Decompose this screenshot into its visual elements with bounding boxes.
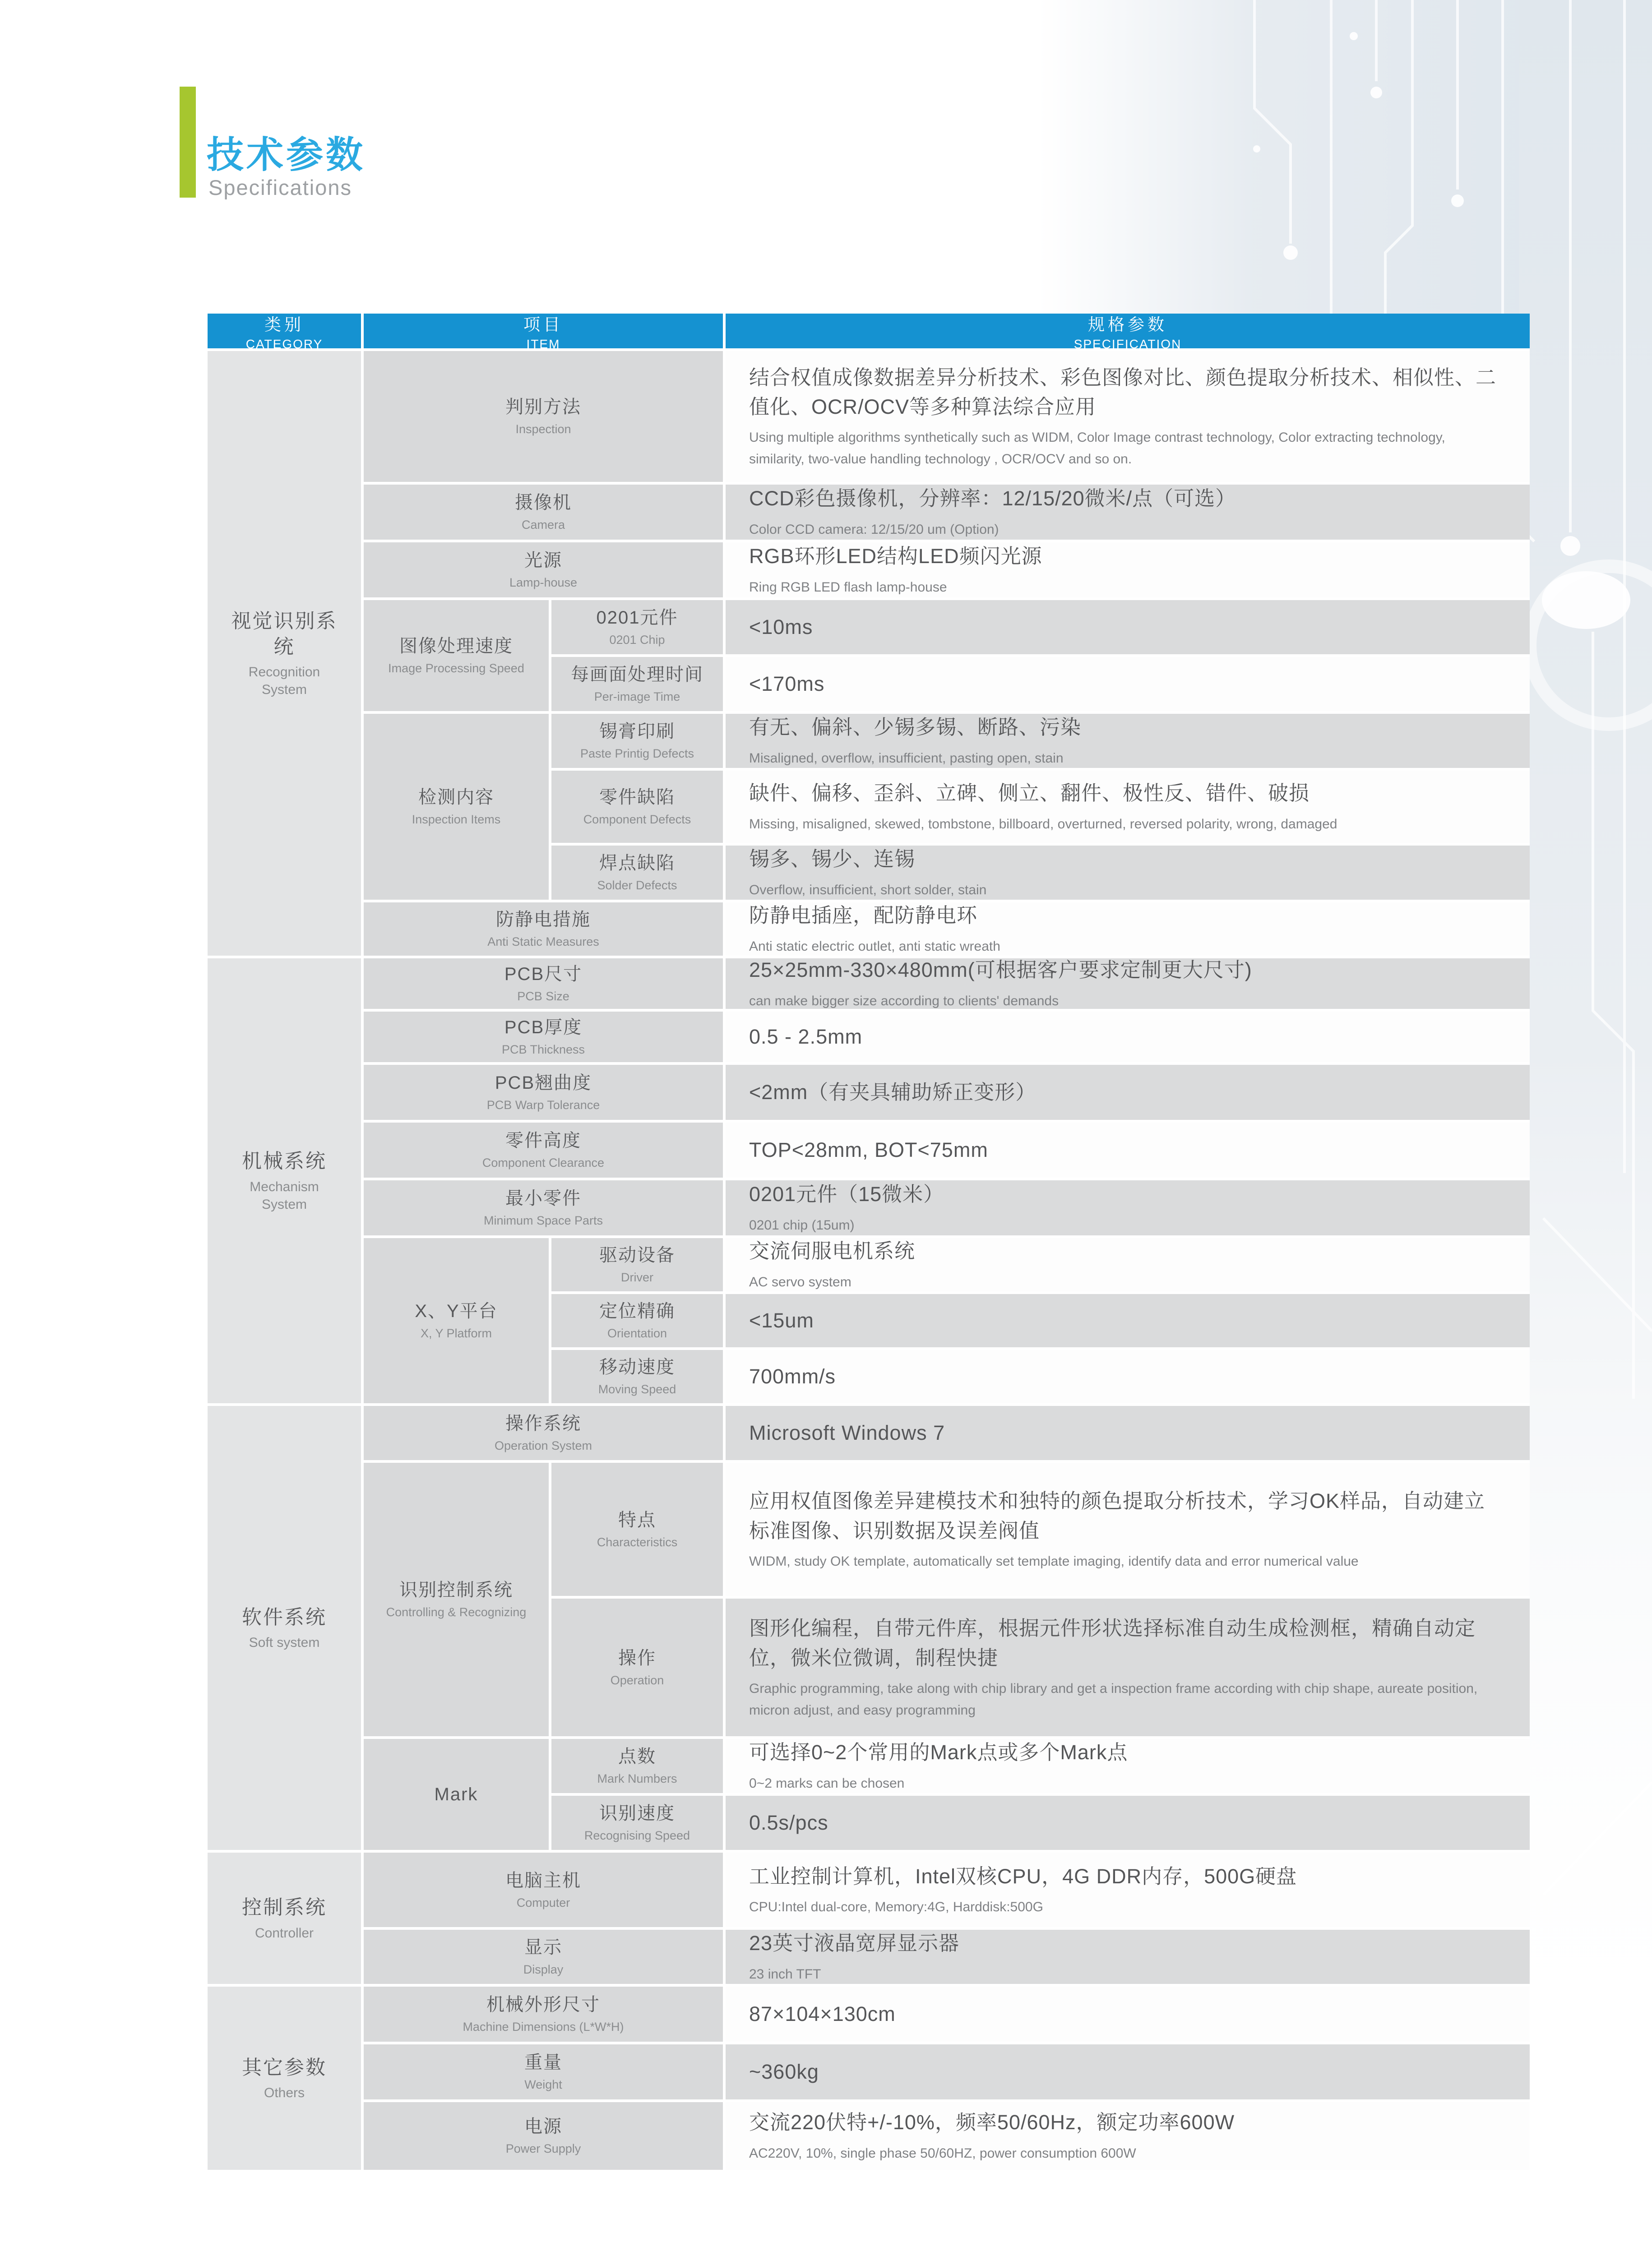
spec-value-en: Graphic programming, take along with chip library and get a inspection frame according with chip shape, aureate position, micron adjust, and easy programming	[749, 1681, 1478, 1718]
spec-value-cn: ~360kg	[749, 2060, 819, 2084]
spec-value-cn: 结合权值成像数据差异分析技术、彩色图像对比、颜色提取分析技术、相似性、二值化、OCR/OCV等多种算法综合应用	[749, 365, 1497, 418]
category-label-en: Recognition System	[248, 665, 320, 698]
item-cell	[364, 1853, 723, 1927]
spec-value-cn: 23英寸液晶宽屏显示器	[749, 1932, 960, 1955]
header-category-en: CATEGORY	[245, 337, 323, 351]
spec-value-en: CPU:Intel dual-core, Memory:4G, Harddisk:500G	[749, 1900, 1043, 1915]
header-specification-en: SPECIFICATION	[1074, 337, 1182, 351]
item-label-en: Characteristics	[597, 1535, 678, 1549]
item-cell	[364, 1123, 723, 1178]
item-group-cell	[364, 600, 549, 711]
spec-cell	[726, 1238, 1530, 1291]
spec-value-en: 23 inch TFT	[749, 1966, 821, 1982]
spec-value-cn: TOP<28mm, BOT<75mm	[749, 1138, 988, 1162]
spec-value-en: Using multiple algorithms synthetically such as WIDM, Color Image contrast technology, Color extracting technology, similarity, two-value handling technology , OCR/OCV and so on.	[749, 430, 1445, 467]
spec-cell	[726, 1180, 1530, 1235]
spec-value-en: AC servo system	[749, 1274, 851, 1290]
item-label-en: Power Supply	[505, 2142, 581, 2156]
item-label-en: Component Defects	[583, 813, 691, 827]
category-cell	[208, 958, 361, 1403]
spec-cell	[726, 2044, 1530, 2099]
item-label-cn: 移动速度	[599, 1357, 675, 1378]
header-category	[208, 314, 361, 351]
header-specification-cn: 规格参数	[1088, 315, 1167, 334]
item-label-en: Camera	[521, 518, 565, 532]
item-label-cn: 点数	[618, 1747, 656, 1767]
category-label-cn: 机械系统	[242, 1150, 327, 1173]
spec-cell	[726, 600, 1530, 654]
item-group-cell	[364, 1238, 549, 1403]
spec-cell	[726, 485, 1530, 540]
spec-cell	[726, 902, 1530, 956]
header-item-cn: 项目	[523, 315, 563, 334]
category-cell	[208, 1987, 361, 2170]
spec-value-en: Ring RGB LED flash lamp-house	[749, 579, 947, 595]
spec-cell	[726, 771, 1530, 843]
category-cell	[208, 1853, 361, 1984]
item-label-en: Solder Defects	[597, 878, 677, 892]
spec-cell	[726, 1599, 1530, 1736]
spec-value-en: WIDM, study OK template, automatically set template imaging, identify data and error numerical value	[749, 1553, 1359, 1569]
item-label-cn: 0201元件	[596, 608, 678, 628]
item-label-en: Inspection	[515, 422, 571, 436]
spec-value-cn: 交流伺服电机系统	[749, 1239, 916, 1263]
spec-value-cn: 有无、偏斜、少锡多锡、断路、污染	[749, 716, 1082, 739]
spec-value-cn: 锡多、锡少、连锡	[749, 847, 916, 871]
item-group-label-en: X, Y Platform	[420, 1327, 492, 1341]
spec-cell	[726, 958, 1530, 1009]
category-label-cn: 视觉识别系统	[231, 610, 338, 658]
spec-value-cn: <10ms	[749, 615, 813, 639]
spec-cell	[726, 657, 1530, 711]
category-label-en: Others	[264, 2085, 305, 2101]
spec-cell	[726, 714, 1530, 768]
item-cell	[364, 542, 723, 597]
spec-cell	[726, 1294, 1530, 1347]
sub-item-cell	[551, 1739, 723, 1793]
item-label-cn: 零件高度	[505, 1131, 581, 1151]
item-label-en: Machine Dimensions (L*W*H)	[463, 2020, 624, 2034]
item-label-cn: PCB翘曲度	[495, 1073, 592, 1093]
item-label-en: Moving Speed	[598, 1382, 676, 1396]
item-label-en: Minimum Space Parts	[483, 1214, 603, 1228]
sub-item-cell	[551, 1238, 723, 1291]
sub-item-cell	[551, 714, 723, 768]
item-group-label-cn: 图像处理速度	[399, 636, 513, 656]
spec-value-cn: 0201元件（15微米）	[749, 1183, 944, 1206]
item-label-en: Operation System	[494, 1439, 592, 1453]
item-label-cn: 光源	[524, 550, 562, 571]
category-label-en: Mechanism System	[250, 1179, 319, 1212]
spec-value-cn: Microsoft Windows 7	[749, 1421, 945, 1445]
item-group-label-en: Image Processing Speed	[388, 661, 524, 675]
item-cell	[364, 1987, 723, 2042]
item-label-en: Anti Static Measures	[487, 935, 599, 949]
sub-item-cell	[551, 1350, 723, 1403]
item-group-cell	[364, 714, 549, 900]
item-cell	[364, 1930, 723, 1984]
header-category-cn: 类别	[264, 315, 304, 334]
spec-value-cn: 工业控制计算机，Intel双核CPU，4G DDR内存，500G硬盘	[749, 1864, 1297, 1888]
item-label-en: Computer	[516, 1895, 570, 1909]
item-label-cn: 电源	[524, 2117, 562, 2137]
spec-value-cn: <15um	[749, 1309, 814, 1332]
spec-value-cn: RGB环形LED结构LED频闪光源	[749, 545, 1042, 568]
item-label-en: Display	[523, 1963, 564, 1977]
item-label-cn: 最小零件	[505, 1188, 581, 1209]
item-label-cn: 判别方法	[505, 397, 581, 417]
item-cell	[364, 902, 723, 956]
category-label-en: Soft system	[249, 1635, 320, 1650]
spec-cell	[726, 846, 1530, 900]
item-cell	[364, 1065, 723, 1120]
sub-item-cell	[551, 1796, 723, 1850]
sub-item-cell	[551, 657, 723, 711]
item-label-cn: 识别速度	[599, 1803, 675, 1824]
spec-value-en: Anti static electric outlet, anti static wreath	[749, 938, 1000, 954]
item-cell	[364, 1012, 723, 1062]
item-label-cn: 特点	[618, 1510, 656, 1530]
item-label-en: Paste Printig Defects	[580, 747, 694, 761]
item-label-cn: PCB尺寸	[504, 964, 583, 985]
page-subtitle: Specifications	[208, 176, 352, 199]
item-group-label-cn: 检测内容	[418, 787, 494, 808]
spec-cell	[726, 542, 1530, 597]
spec-value-en: Overflow, insufficient, short solder, stain	[749, 882, 987, 897]
item-label-en: 0201 Chip	[609, 633, 665, 647]
item-cell	[364, 2044, 723, 2099]
spec-value-cn: 25×25mm-330×480mm(可根据客户要求定制更大尺寸)	[749, 958, 1252, 982]
category-label-cn: 软件系统	[242, 1606, 327, 1628]
spec-cell	[726, 1853, 1530, 1927]
category-cell	[208, 351, 361, 956]
header-specification	[726, 314, 1530, 351]
item-label-en: Mark Numbers	[597, 1772, 677, 1786]
item-label-cn: 锡膏印刷	[599, 721, 675, 742]
spec-value-cn: 应用权值图像差异建模技术和独特的颜色提取分析技术，学习OK样品，自动建立标准图像、识别数据及误差阀值	[749, 1489, 1485, 1542]
category-label-en: Controller	[255, 1925, 314, 1941]
sub-item-cell	[551, 1599, 723, 1736]
item-label-en: Component Clearance	[482, 1156, 605, 1170]
item-label-en: PCB Thickness	[501, 1043, 585, 1057]
spec-cell	[726, 2102, 1530, 2170]
spec-value-en: 0~2 marks can be chosen	[749, 1775, 905, 1791]
item-cell	[364, 958, 723, 1009]
category-cell	[208, 1406, 361, 1850]
spec-value-en: 0201 chip (15um)	[749, 1217, 855, 1233]
item-label-cn: 摄像机	[515, 493, 572, 513]
spec-value-cn: 0.5 - 2.5mm	[749, 1025, 863, 1049]
item-label-en: PCB Warp Tolerance	[486, 1098, 600, 1112]
item-cell	[364, 1180, 723, 1235]
spec-value-en: Missing, misaligned, skewed, tombstone, billboard, overturned, reversed polarity, wrong, damaged	[749, 816, 1337, 832]
spec-value-en: can make bigger size according to clients' demands	[749, 993, 1059, 1008]
spec-cell	[726, 1406, 1530, 1460]
header-item-en: ITEM	[526, 337, 560, 351]
item-cell	[364, 2102, 723, 2170]
title-accent-bar	[180, 87, 196, 198]
item-label-en: Driver	[621, 1271, 653, 1285]
item-label-cn: 零件缺陷	[599, 787, 675, 808]
spec-value-cn: <170ms	[749, 672, 825, 696]
item-group-label-cn: X、Y平台	[415, 1301, 498, 1322]
item-label-cn: 操作	[618, 1648, 656, 1668]
sub-item-cell	[551, 846, 723, 900]
item-label-cn: PCB厚度	[504, 1017, 583, 1038]
item-group-label-cn: Mark	[434, 1784, 478, 1804]
item-label-en: Recognising Speed	[584, 1829, 690, 1843]
item-label-en: PCB Size	[517, 989, 569, 1003]
sub-item-cell	[551, 1294, 723, 1347]
item-label-en: Lamp-house	[509, 576, 578, 590]
specifications-table	[208, 314, 1530, 2170]
item-label-cn: 显示	[524, 1937, 562, 1958]
spec-value-cn: 图形化编程，自带元件库，根据元件形状选择标准自动生成检测框，精确自动定位，微米位微调，制程快捷	[749, 1617, 1476, 1669]
item-group-label-en: Controlling & Recognizing	[386, 1605, 527, 1619]
spec-value-cn: 防静电插座，配防静电环	[749, 904, 978, 927]
spec-value-cn: CCD彩色摄像机，分辨率：12/15/20微米/点（可选）	[749, 487, 1236, 510]
spec-cell	[726, 1739, 1530, 1793]
item-label-cn: 操作系统	[505, 1414, 581, 1434]
spec-cell	[726, 1930, 1530, 1984]
spec-value-cn: <2mm（有夹具辅助矫正变形）	[749, 1081, 1037, 1104]
item-label-en: Operation	[610, 1673, 664, 1687]
sub-item-cell	[551, 771, 723, 843]
spec-value-en: Misaligned, overflow, insufficient, pasting open, stain	[749, 750, 1064, 766]
item-cell	[364, 485, 723, 540]
spec-value-cn: 700mm/s	[749, 1365, 836, 1388]
item-group-label-cn: 识别控制系统	[399, 1580, 513, 1600]
item-label-cn: 驱动设备	[599, 1245, 675, 1266]
item-cell	[364, 351, 723, 482]
item-label-cn: 重量	[524, 2053, 562, 2073]
category-label-cn: 控制系统	[242, 1896, 327, 1919]
item-label-cn: 机械外形尺寸	[486, 1995, 600, 2015]
spec-value-cn: 可选择0~2个常用的Mark点或多个Mark点	[749, 1741, 1128, 1764]
spec-value-cn: 缺件、偏移、歪斜、立碑、侧立、翻件、极性反、错件、破损	[749, 781, 1310, 805]
sub-item-cell	[551, 1463, 723, 1596]
spec-value-en: Color CCD camera: 12/15/20 um (Option)	[749, 522, 999, 537]
item-label-cn: 电脑主机	[505, 1870, 581, 1891]
item-label-cn: 每画面处理时间	[571, 665, 703, 685]
spec-cell	[726, 1012, 1530, 1062]
item-label-cn: 防静电措施	[496, 910, 591, 930]
header-item	[364, 314, 723, 351]
spec-cell	[726, 1987, 1530, 2042]
page-title: 技术参数	[207, 134, 366, 176]
category-label-cn: 其它参数	[242, 2056, 327, 2079]
spec-cell	[726, 1123, 1530, 1178]
sub-item-cell	[551, 600, 723, 654]
item-label-en: Weight	[524, 2078, 562, 2092]
spec-cell	[726, 1463, 1530, 1596]
spec-cell	[726, 1350, 1530, 1403]
item-group-cell	[364, 1463, 549, 1736]
spec-value-cn: 0.5s/pcs	[749, 1811, 828, 1835]
spec-cell	[726, 1065, 1530, 1120]
item-label-en: Orientation	[607, 1327, 667, 1341]
item-group-label-en: Inspection Items	[412, 813, 501, 827]
item-cell	[364, 1406, 723, 1460]
spec-value-en: AC220V, 10%, single phase 50/60HZ, power consumption 600W	[749, 2145, 1136, 2161]
spec-value-cn: 交流220伏特+/-10%，频率50/60Hz，额定功率600W	[749, 2111, 1235, 2134]
item-label-en: Per-image Time	[594, 690, 680, 704]
spec-cell	[726, 351, 1530, 482]
item-label-cn: 定位精确	[599, 1301, 675, 1322]
item-label-cn: 焊点缺陷	[599, 853, 675, 874]
spec-value-cn: 87×104×130cm	[749, 2002, 896, 2026]
item-group-cell	[364, 1739, 549, 1850]
spec-cell	[726, 1796, 1530, 1850]
